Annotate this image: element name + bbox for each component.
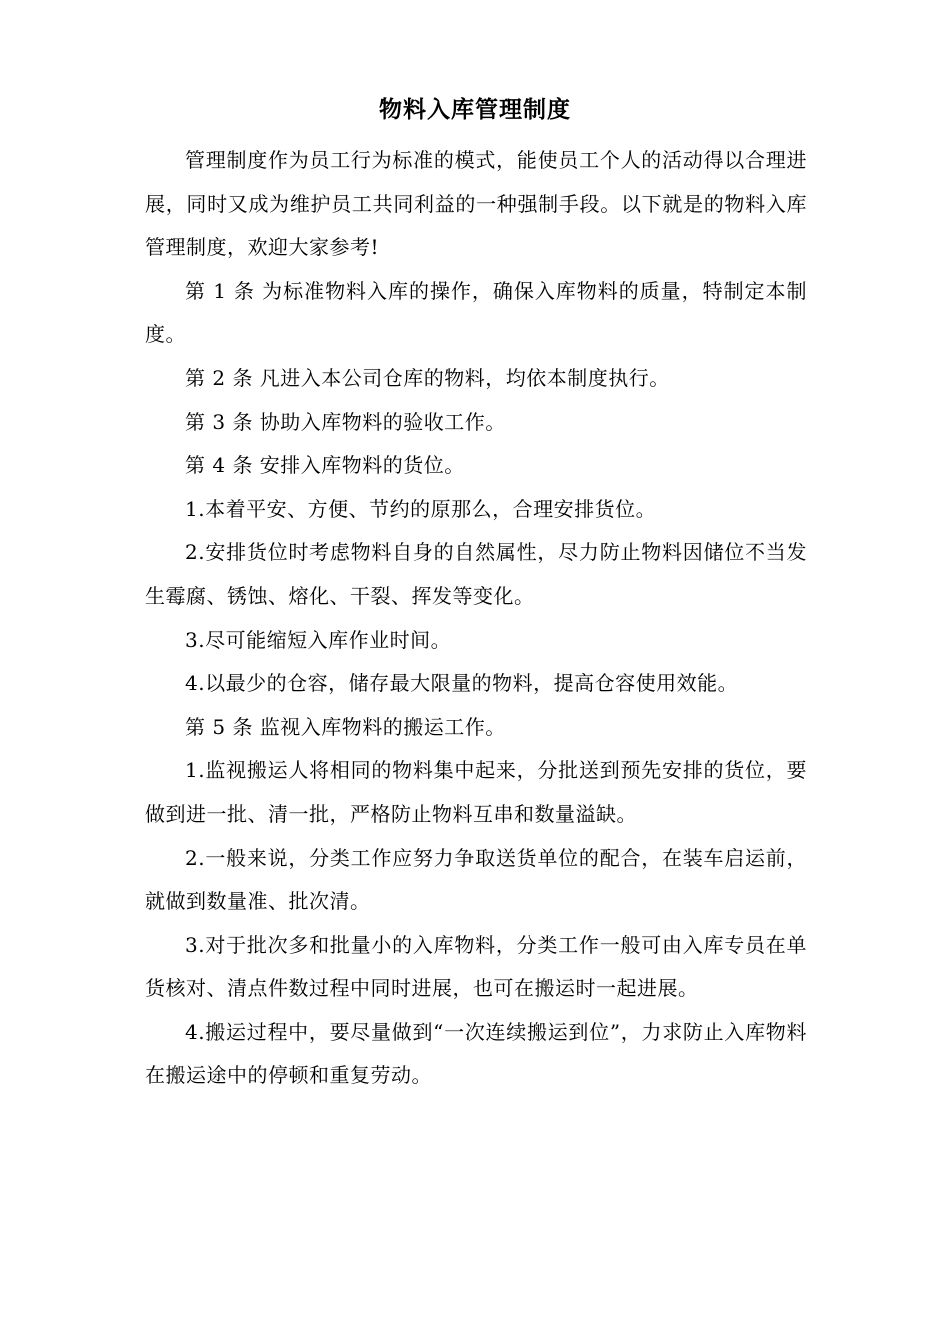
article-1-paragraph: 第 1 条 为标准物料入库的操作，确保入库物料的质量，特制定本制度。 xyxy=(145,278,807,347)
article-4-item-2: 2.安排货位时考虑物料自身的自然属性，尽力防止物料因储位不当发生霉腐、锈蚀、熔化、干裂、挥发等变化。 xyxy=(145,540,807,608)
article-3-paragraph: 第 3 条 协助入库物料的验收工作。 xyxy=(185,409,506,434)
article-5-item-3: 3.对于批次多和批量小的入库物料，分类工作一般可由入库专员在单货核对、清点件数过程中同时进展，也可在搬运时一起进展。 xyxy=(145,932,807,1001)
article-4-item-3: 3.尽可能缩短入库作业时间。 xyxy=(185,627,452,652)
article-5-item-2: 2.一般来说，分类工作应努力争取送货单位的配合，在装车启运前，就做到数量准、批次清。 xyxy=(145,845,807,914)
article-5-paragraph: 第 5 条 监视入库物料的搬运工作。 xyxy=(185,714,506,739)
article-4-item-4: 4.以最少的仓容，储存最大限量的物料，提高仓容使用效能。 xyxy=(185,671,739,696)
article-5-item-4: 4.搬运过程中，要尽量做到“一次连续搬运到位”，力求防止入库物料在搬运途中的停顿和重复劳动。 xyxy=(145,1019,807,1088)
intro-paragraph: 管理制度作为员工行为标准的模式，能使员工个人的活动得以合理进展，同时又成为维护员工共同利益的一种强制手段。以下就是的物料入库管理制度，欢迎大家参考! xyxy=(145,148,807,260)
article-4-paragraph: 第 4 条 安排入库物料的货位。 xyxy=(185,453,465,478)
article-5-item-1: 1.监视搬运人将相同的物料集中起来，分批送到预先安排的货位，要做到进一批、清一批，严格防止物料互串和数量溢缺。 xyxy=(145,758,807,826)
document-title: 物料入库管理制度 xyxy=(379,97,571,123)
document-body xyxy=(145,139,807,1098)
article-2-paragraph: 第 2 条 凡进入本公司仓库的物料，均依本制度执行。 xyxy=(185,365,670,390)
article-4-item-1: 1.本着平安、方便、节约的原那么，合理安排货位。 xyxy=(185,496,657,521)
